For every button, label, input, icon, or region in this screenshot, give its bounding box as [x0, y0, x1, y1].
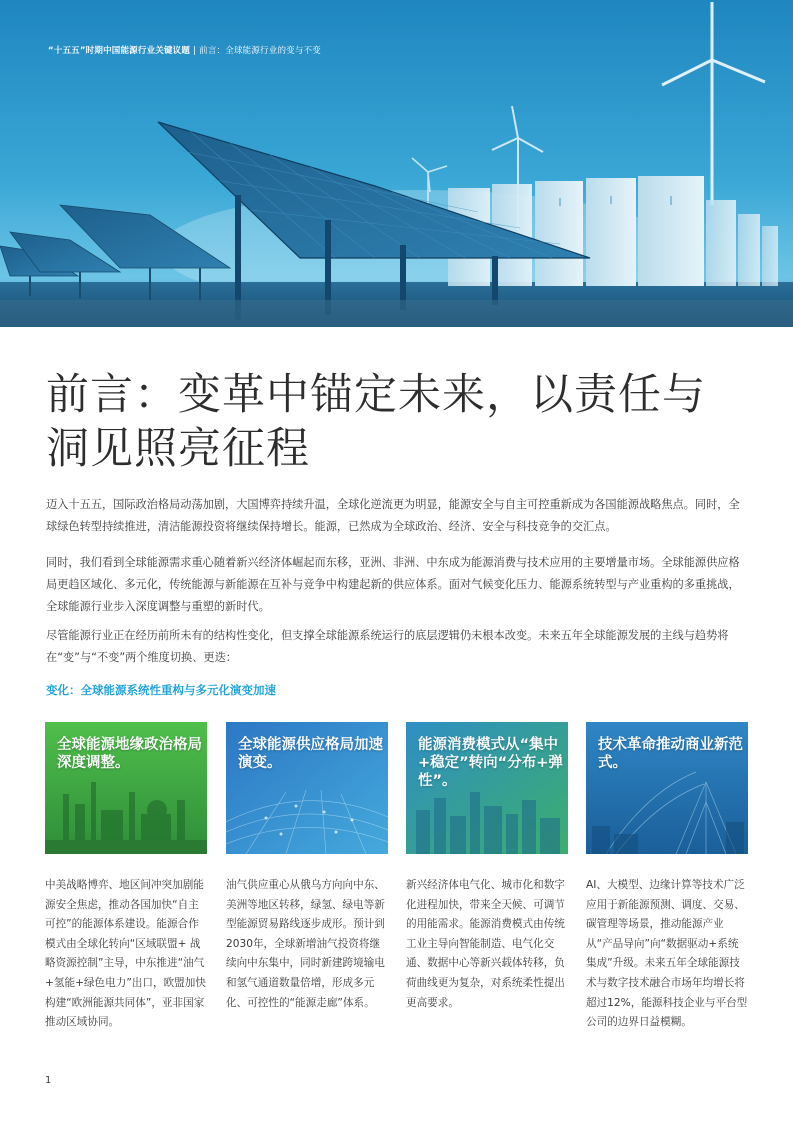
- card-image-geopolitics: [45, 722, 207, 854]
- report-title: “十五五”时期中国能源行业关键议题: [48, 46, 191, 56]
- hero-image: [0, 0, 793, 327]
- card-text-supply: 油气供应重心从俄乌方向向中东、美洲等地区转移，绿氢、绿电等新型能源贸易路线逐步成形。预计到2030年，全球新增油气投资将继续向中东集中，同时新建跨境输电和氢气通道数量倍增，形成多元化、可控性的“能源走廊”体系。: [226, 879, 385, 1009]
- page-number: 1: [45, 1075, 52, 1086]
- card-image-technology: [586, 722, 748, 854]
- page-title-line1: 前言：变革中锚定未来，以责任与: [46, 370, 706, 420]
- card-title-consumption: 能源消费模式从“集中+稳定”转向“分布+弹性”。: [418, 737, 563, 789]
- card-title-geopolitics: 全球能源地缘政治格局深度调整。: [57, 737, 202, 771]
- card-image-consumption: [406, 722, 568, 854]
- running-header: [48, 44, 321, 56]
- header-separator: |: [193, 46, 197, 56]
- page-title: [46, 368, 746, 476]
- card-title-supply: 全球能源供应格局加速演变。: [238, 737, 383, 771]
- header-section: 前言：全球能源行业的变与不变: [199, 46, 321, 56]
- page-title-line2: 洞见照亮征程: [46, 424, 310, 474]
- intro-paragraph-1: 迈入十五五，国际政治格局动荡加剧，大国博弈持续升温，全球化逆流更为明显，能源安全与自主可控重新成为各国能源战略焦点。同时，全球绿色转型持续推进，清洁能源投资将继续保持增长。能源，已然成为全球政治、经济、安全与科技竞争的交汇点。: [46, 498, 740, 533]
- intro-paragraph-3: 尽管能源行业正在经历前所未有的结构性变化，但支撑全球能源系统运行的底层逻辑仍未根本改变。未来五年全球能源发展的主线与趋势将在“变”与“不变”两个维度切换、更迭：: [46, 629, 729, 664]
- section-heading-changes: 变化：全球能源系统性重构与多元化演变加速: [46, 683, 276, 697]
- card-title-technology: 技术革命推动商业新范式。: [598, 737, 743, 771]
- card-image-supply: [226, 722, 388, 854]
- card-text-technology: AI、大模型、边缘计算等技术广泛应用于新能源预测、调度、交易、碳管理等场景，推动能源产业从“产品导向”向“数据驱动+系统集成”升级。未来五年全球能源技术与数字技术融合市场年均增长将超过12%，能源科技企业与平台型公司的边界日益模糊。: [586, 879, 748, 1029]
- intro-paragraph-2: 同时，我们看到全球能源需求重心随着新兴经济体崛起而东移，亚洲、非洲、中东成为能源消费与技术应用的主要增量市场。全球能源供应格局更趋区域化、多元化，传统能源与新能源在互补与竞争中构建起新的供应体系。面对气候变化压力、能源系统转型与产业重构的多重挑战，全球能源行业步入深度调整与重塑的新时代。: [46, 556, 740, 613]
- card-text-consumption: 新兴经济体电气化、城市化和数字化进程加快，带来全天候、可调节的用能需求。能源消费模式由传统工业主导向智能制造、电气化交通、数据中心等新兴载体转移，负荷曲线更为复杂，对系统柔性提出更高要求。: [406, 879, 565, 1009]
- card-text-geopolitics: 中美战略博弈、地区间冲突加剧能源安全焦虑，推动各国加快“自主可控”的能源体系建设。能源合作模式由全球化转向“区域联盟+ 战略资源控制”主导，中东推进“油气+氢能+绿色电力”出口，欧盟加快构建“欧洲能源共同体”，亚非国家推动区域协同。: [45, 879, 206, 1029]
